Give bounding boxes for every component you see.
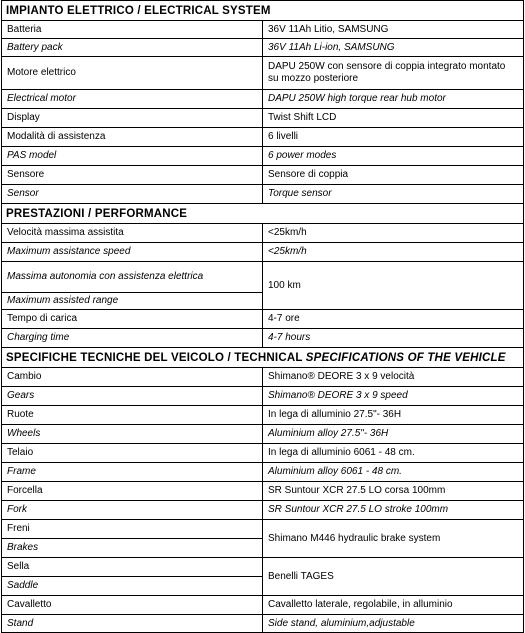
table-row bbox=[2, 147, 524, 166]
spec-table bbox=[1, 0, 524, 633]
table-row bbox=[2, 128, 524, 147]
section-title: PRESTAZIONI / PERFORMANCE bbox=[2, 204, 524, 224]
table-row bbox=[2, 520, 524, 539]
row-value: SR Suntour XCR 27.5 LO corsa 100mm bbox=[263, 482, 524, 501]
row-value: 36V 11Ah Litio, SAMSUNG bbox=[263, 21, 524, 39]
row-label: Telaio bbox=[2, 444, 263, 463]
table-row bbox=[2, 224, 524, 243]
table-row bbox=[2, 310, 524, 329]
row-value: Shimano M446 hydraulic brake system bbox=[263, 520, 524, 558]
row-label: Battery pack bbox=[2, 39, 263, 57]
row-value: Shimano® DEORE 3 x 9 velocità bbox=[263, 368, 524, 387]
row-value: <25km/h bbox=[263, 243, 524, 262]
table-row bbox=[2, 596, 524, 615]
row-value: Cavalletto laterale, regolabile, in alluminio bbox=[263, 596, 524, 615]
row-value: 36V 11Ah Li-ion, SAMSUNG bbox=[263, 39, 524, 57]
table-row bbox=[2, 166, 524, 185]
row-value: SR Suntour XCR 27.5 LO stroke 100mm bbox=[263, 501, 524, 520]
section-title-italic: SPECIFICATIONS OF THE VEHICLE bbox=[305, 351, 506, 364]
row-value: Twist Shift LCD bbox=[263, 109, 524, 128]
row-label: Tempo di carica bbox=[2, 310, 263, 329]
table-row bbox=[2, 406, 524, 425]
table-row bbox=[2, 368, 524, 387]
row-label: Forcella bbox=[2, 482, 263, 501]
row-label: Brakes bbox=[2, 539, 263, 558]
row-value: 100 km bbox=[263, 262, 524, 310]
row-label: Stand bbox=[2, 615, 263, 633]
section-header-specs bbox=[2, 348, 524, 368]
row-value: Aluminium alloy 6061 - 48 cm. bbox=[263, 463, 524, 482]
row-label: Ruote bbox=[2, 406, 263, 425]
row-value: 6 livelli bbox=[263, 128, 524, 147]
table-row bbox=[2, 558, 524, 577]
row-label: Maximum assisted range bbox=[2, 293, 263, 310]
row-label: Cavalletto bbox=[2, 596, 263, 615]
section-header-performance bbox=[2, 204, 524, 224]
table-row bbox=[2, 57, 524, 90]
row-value: Sensore di coppia bbox=[263, 166, 524, 185]
row-value: 6 power modes bbox=[263, 147, 524, 166]
row-value: Benelli TAGES bbox=[263, 558, 524, 596]
row-label: Wheels bbox=[2, 425, 263, 444]
row-label: Fork bbox=[2, 501, 263, 520]
row-label: Velocità massima assistita bbox=[2, 224, 263, 243]
table-row bbox=[2, 482, 524, 501]
table-row bbox=[2, 39, 524, 57]
row-label: Freni bbox=[2, 520, 263, 539]
row-value: DAPU 250W con sensore di coppia integrato montato su mozzo posteriore bbox=[263, 57, 524, 90]
row-label: Maximum assistance speed bbox=[2, 243, 263, 262]
table-row bbox=[2, 501, 524, 520]
table-row bbox=[2, 262, 524, 293]
section-title-prefix: SPECIFICHE TECNICHE DEL VEICOLO / TECHNICAL bbox=[6, 351, 306, 364]
row-label: Gears bbox=[2, 387, 263, 406]
table-row bbox=[2, 109, 524, 128]
row-label: Modalità di assistenza bbox=[2, 128, 263, 147]
row-label: Sella bbox=[2, 558, 263, 577]
row-value: In lega di alluminio 27.5"- 36H bbox=[263, 406, 524, 425]
table-row bbox=[2, 425, 524, 444]
row-label: Motore elettrico bbox=[2, 57, 263, 90]
row-value: Side stand, aluminium,adjustable bbox=[263, 615, 524, 633]
row-value: In lega di alluminio 6061 - 48 cm. bbox=[263, 444, 524, 463]
table-row bbox=[2, 329, 524, 348]
section-header-electrical bbox=[2, 1, 524, 21]
row-label: Electrical motor bbox=[2, 90, 263, 109]
row-value: DAPU 250W high torque rear hub motor bbox=[263, 90, 524, 109]
table-row bbox=[2, 90, 524, 109]
table-row bbox=[2, 185, 524, 204]
row-value: 4-7 hours bbox=[263, 329, 524, 348]
table-row bbox=[2, 387, 524, 406]
table-row bbox=[2, 444, 524, 463]
table-row bbox=[2, 21, 524, 39]
row-label: PAS model bbox=[2, 147, 263, 166]
section-title: IMPIANTO ELETTRICO / ELECTRICAL SYSTEM bbox=[2, 1, 524, 21]
row-label: Charging time bbox=[2, 329, 263, 348]
row-label: Sensor bbox=[2, 185, 263, 204]
table-row bbox=[2, 243, 524, 262]
row-label: Batteria bbox=[2, 21, 263, 39]
row-label: Sensore bbox=[2, 166, 263, 185]
table-row bbox=[2, 615, 524, 633]
row-value: <25km/h bbox=[263, 224, 524, 243]
row-label: Saddle bbox=[2, 577, 263, 596]
table-row bbox=[2, 463, 524, 482]
row-label: Cambio bbox=[2, 368, 263, 387]
row-label: Massima autonomia con assistenza elettrica bbox=[2, 262, 263, 293]
row-value: Torque sensor bbox=[263, 185, 524, 204]
section-title bbox=[2, 348, 524, 368]
row-value: Aluminium alloy 27.5"- 36H bbox=[263, 425, 524, 444]
row-value: Shimano® DEORE 3 x 9 speed bbox=[263, 387, 524, 406]
row-value: 4-7 ore bbox=[263, 310, 524, 329]
row-label: Frame bbox=[2, 463, 263, 482]
row-label: Display bbox=[2, 109, 263, 128]
